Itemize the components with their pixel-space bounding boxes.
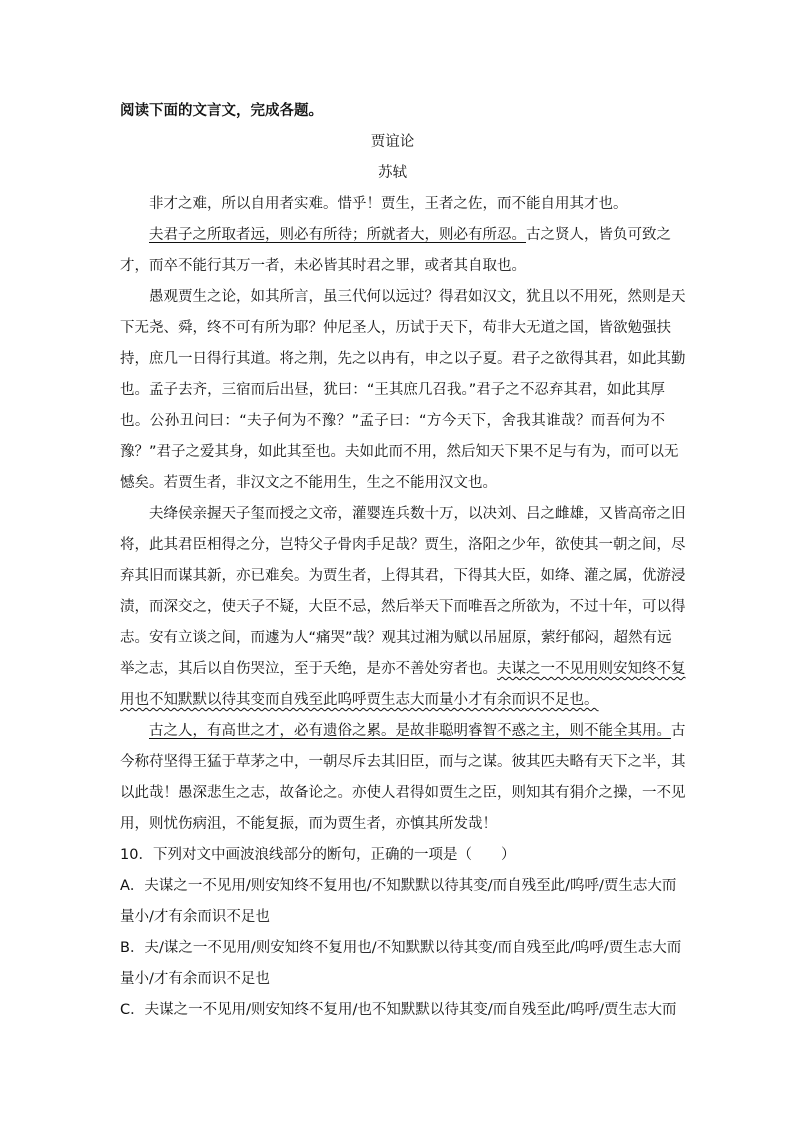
option-a-line-1: A．夫谋之一不见用/则安知终不复用也/不知默默以待其变/而自残至此/呜呼/贾生志大而	[120, 878, 677, 894]
paragraph-4-line: 志。安有立谈之间，而遽为人“痛哭”哉？观其过湘为赋以吊屈原，萦纡郁闷，超然有远	[120, 630, 672, 646]
paragraph-3-line: 下无尧、舜，终不可有所为耶？仲尼圣人，历试于天下，苟非大无道之国，皆欲勉强扶	[120, 320, 671, 336]
paragraph-2-line	[120, 220, 671, 251]
option-b-line-2: 量小/才有余而识不足也	[120, 971, 270, 987]
paragraph-4-line: 渍，而深交之，使天子不疑，大臣不忌，然后举天下而唯吾之所欲为，不过十年，可以得	[120, 599, 686, 615]
paragraph-3-line: 持，庶几一日得行其道。将之荆，先之以冉有，申之以子夏。君子之欲得其君，如此其勤	[120, 351, 686, 367]
text-span: 古	[671, 723, 686, 739]
paragraph-5-line: 以此哉！愚深悲生之志，故备论之。亦使人君得如贾生之臣，则知其有狷介之操，一不见	[120, 785, 686, 801]
paragraph-4-line: 将，此其君臣相得之分，岂特父子骨肉手足哉？贾生，洛阳之少年，欲使其一朝之间，尽	[120, 537, 686, 553]
paragraph-3-line: 也。孟子去齐，三宿而后出昼，犹曰：“王其庶几召我。”君子之不忍弃其君，如此其厚	[120, 382, 665, 398]
wavy-underlined-passage: 夫谋之一不见用则安知终不复	[497, 661, 686, 677]
instruction-heading: 阅读下面的文言文，完成各题。	[120, 103, 323, 119]
text-span: 古之贤人，皆负可致之	[526, 227, 671, 243]
option-b-line-1: B．夫/谋之一不见用/则安知终不复用也/不知默默以待其变/而自残至此/呜呼/贾生志大而	[120, 940, 682, 956]
paragraph-5-line	[120, 716, 686, 747]
paragraph-4-line	[120, 654, 686, 685]
paragraph-3-line: 愚观贾生之论，如其所言，虽三代何以远过？得君如汉文，犹且以不用死，然则是天	[149, 289, 686, 305]
wavy-underlined-passage: 用也不知默默以待其变而自残至此呜呼贾生志大而量小才有余而识不足也。	[120, 692, 599, 708]
paragraph-2-line: 才，而卒不能行其万一者，未必皆其时君之罪，或者其自取也。	[120, 258, 526, 274]
paragraph-3-line: 也。公孙丑问曰：“夫子何为不豫？”孟子曰：“方今天下，舍我其谁哉？而吾何为不	[120, 413, 665, 429]
paragraph-5-line: 今称苻坚得王猛于草茅之中，一朝尽斥去其旧臣，而与之谋。彼其匹夫略有天下之半，其	[120, 754, 686, 770]
option-c-line-1: C．夫谋之一不见用/则安知终不复用/也不知默默以待其变/而自残至此/呜呼/贾生志大而	[120, 1002, 677, 1018]
paragraph-3-line: 豫？”君子之爱其身，如此其至也。夫如此而不用，然后知天下果不足与有为，而可以无	[120, 444, 679, 460]
essay-title: 贾谊论	[370, 134, 415, 150]
document-page	[120, 96, 686, 1026]
underlined-sentence: 古之人，有高世之才，必有遗俗之累。是故非聪明睿智不惑之主，则不能全其用。	[149, 723, 671, 739]
text-span: 举之志，其后以自伤哭泣，至于夭绝，是亦不善处穷者也。	[120, 661, 497, 677]
paragraph-1-line: 非才之难，所以自用者实难。惜乎！贾生，王者之佐，而不能自用其才也。	[149, 196, 628, 212]
essay-author: 苏轼	[378, 165, 407, 181]
paragraph-4-line	[120, 685, 665, 716]
paragraph-4-line: 弃其旧而谋其新，亦已难矣。为贾生者，上得其君，下得其大臣，如绛、灌之属，优游浸	[120, 568, 686, 584]
paragraph-5-line: 用，则忧伤病沮，不能复振，而为贾生者，亦慎其所发哉！	[120, 816, 497, 832]
paragraph-4-line: 夫绛侯亲握天子玺而授之文帝，灌婴连兵数十万，以决刘、吕之雌雄，又皆高帝之旧	[149, 506, 686, 522]
question-stem: 10．下列对文中画波浪线部分的断句，正确的一项是（ ）	[120, 847, 516, 863]
option-a-line-2: 量小/才有余而识不足也	[120, 909, 270, 925]
paragraph-3-line: 憾矣。若贾生者，非汉文之不能用生，生之不能用汉文也。	[120, 475, 497, 491]
underlined-sentence: 夫君子之所取者远，则必有所待；所就者大，则必有所忍。	[149, 227, 526, 243]
